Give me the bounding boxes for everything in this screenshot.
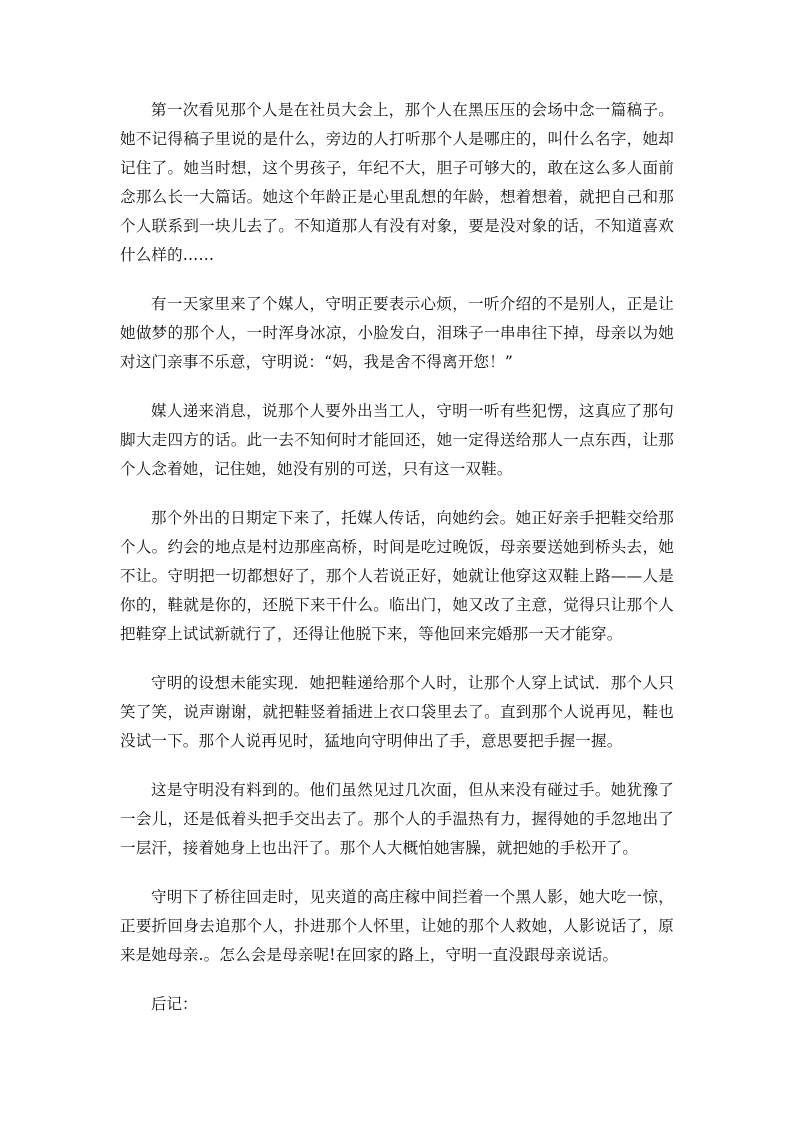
paragraph-1: 第一次看见那个人是在社员大会上，那个人在黑压压的会场中念一篇稿子。她不记得稿子里说的是什么，旁边的人打听那个人是哪庄的，叫什么名字，她却记住了。她当时想，这个男孩子，年纪不大，胆子可够大的，敢在这么多人面前念那么长一大篇话。她这个年龄正是心里乱想的年龄，想着想着，就把自己和那个人联系到一块儿去了。不知道那人有没有对象，要是没对象的话，不知道喜欢什么样的……	[120, 101, 674, 264]
paragraph-5: 守明的设想未能实现．她把鞋递给那个人时，让那个人穿上试试．那个人只笑了笑，说声谢谢，就把鞋竖着插进上衣口袋里去了。直到那个人说再见，鞋也没试一下。那个人说再见时，猛地向守明伸出了手，意思要把手握一握。	[120, 674, 674, 750]
paragraph-3: 媒人递来消息，说那个人要外出当工人，守明一听有些犯愣，这真应了那句脚大走四方的话。此一去不知何时才能回还，她一定得送给那人一点东西，让那个人念着她，记住她，她没有别的可送，只有这一双鞋。	[120, 402, 674, 478]
paragraph-7: 守明下了桥往回走时，见夹道的高庄稼中间拦着一个黑人影，她大吃一惊，正要折回身去追那个人，扑进那个人怀里，让她的那个人救她，人影说话了，原来是她母亲.。怎么会是母亲呢!在回家的路上，守明一直没跟母亲说话。	[120, 888, 674, 964]
postscript-label: 后记：	[151, 995, 198, 1013]
paragraph-2: 有一天家里来了个媒人，守明正要表示心烦，一听介绍的不是别人，正是让她做梦的那个人，一时浑身冰凉，小脸发白，泪珠子一串串往下掉，母亲以为她对这门亲事不乐意，守明说：“妈，我是舍不得离开您！”	[120, 295, 674, 371]
paragraph-4: 那个外出的日期定下来了，托媒人传话，向她约会。她正好亲手把鞋交给那个人。约会的地点是村边那座高桥，时间是吃过晚饭，母亲要送她到桥头去，她不让。守明把一切都想好了，那个人若说正好，她就让他穿这双鞋上路——人是你的，鞋就是你的，还脱下来干什么。临出门，她又改了主意，觉得只让那个人把鞋穿上试试新就行了，还得让他脱下来，等他回来完婚那一天才能穿。	[120, 509, 674, 643]
paragraph-6: 这是守明没有料到的。他们虽然见过几次面，但从来没有碰过手。她犹豫了一会儿，还是低着头把手交出去了。那个人的手温热有力，握得她的手忽地出了一层汗，接着她身上也出汗了。那个人大概怕她害臊，就把她的手松开了。	[120, 781, 674, 857]
